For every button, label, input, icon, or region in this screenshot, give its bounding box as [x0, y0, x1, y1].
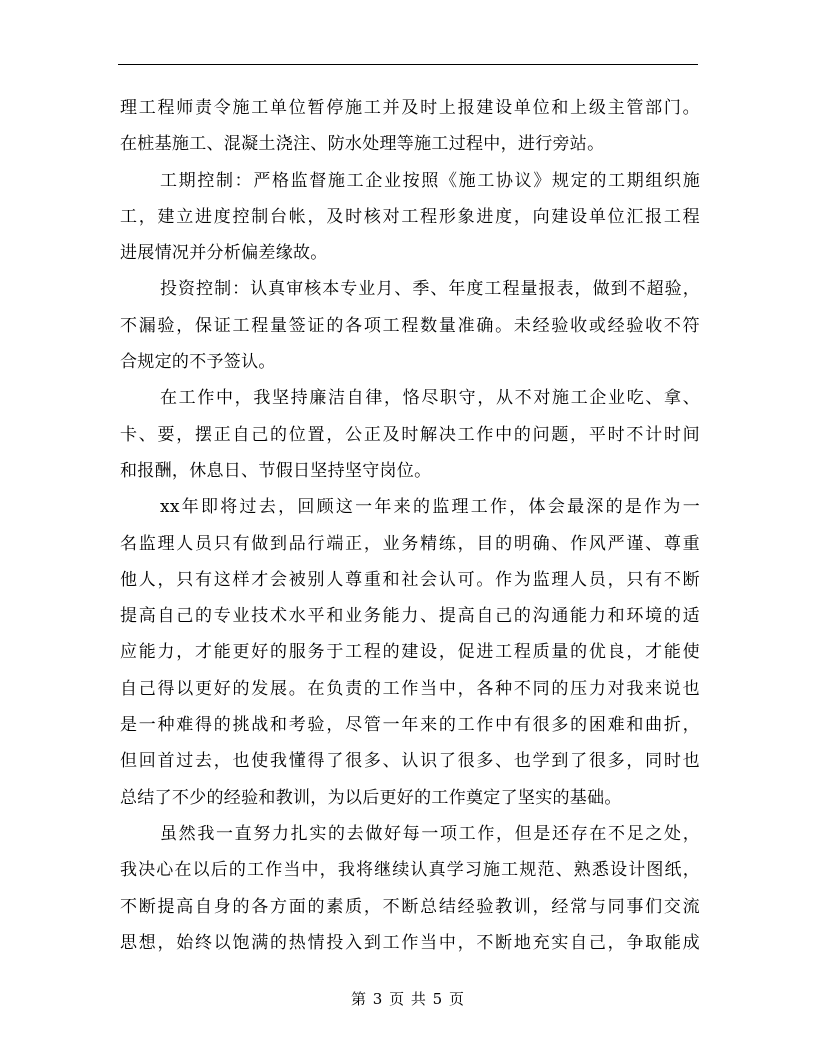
- text-line: 但回首过去，也使我懂得了很多、认识了很多、也学到了很多，同时也: [120, 751, 700, 772]
- text-line: 投资控制：认真审核本专业月、季、年度工程量报表，做到不超验，: [160, 279, 700, 300]
- text-line: 理工程师责令施工单位暂停施工并及时上报建设单位和上级主管部门。: [120, 98, 700, 118]
- page-footer: 第 3 页 共 5 页: [351, 990, 465, 1008]
- text-line: 虽然我一直努力扎实的去做好每一项工作，但是还存在不足之处，: [160, 823, 700, 844]
- text-line: 工，建立进度控制台帐，及时核对工程形象进度，向建设单位汇报工程: [120, 206, 700, 227]
- text-line: 卡、要，摆正自己的位置，公正及时解决工作中的问题，平时不计时间: [120, 424, 700, 445]
- text-line: 工期控制：严格监督施工企业按照《施工协议》规定的工期组织施: [160, 170, 700, 191]
- text-line: 我决心在以后的工作当中，我将继续认真学习施工规范、熟悉设计图纸，: [120, 860, 700, 881]
- header-rule: [118, 64, 698, 65]
- text-line: 和报酬，休息日、节假日坚持坚守岗位。: [120, 460, 432, 481]
- text-line: 自己得以更好的发展。在负责的工作当中，各种不同的压力对我来说也: [120, 678, 700, 699]
- text-line: 在桩基施工、混凝土浇注、防水处理等施工过程中，进行旁站。: [120, 134, 605, 155]
- text-line: xx年即将过去，回顾这一年来的监理工作，体会最深的是作为一: [160, 497, 700, 518]
- text-line: 他人，只有这样才会被别人尊重和社会认可。作为监理人员，只有不断: [120, 569, 700, 590]
- text-line: 提高自己的专业技术水平和业务能力、提高自己的沟通能力和环境的适: [120, 606, 700, 627]
- text-line: 进展情况并分析偏差缘故。: [120, 243, 328, 264]
- text-line: 在工作中，我坚持廉洁自律，恪尽职守，从不对施工企业吃、拿、: [160, 388, 700, 409]
- text-line: 名监理人员只有做到品行端正，业务精练，目的明确、作风严谨、尊重: [120, 533, 700, 554]
- text-line: 不断提高自身的各方面的素质，不断总结经验教训，经常与同事们交流: [120, 896, 700, 917]
- text-line: 是一种难得的挑战和考验，尽管一年来的工作中有很多的困难和曲折，: [120, 715, 700, 736]
- text-line: 不漏验，保证工程量签证的各项工程数量准确。未经验收或经验收不符: [120, 315, 700, 336]
- text-line: 思想，始终以饱满的热情投入到工作当中，不断地充实自己，争取能成: [120, 932, 700, 953]
- document-body: [120, 90, 700, 961]
- text-line: 合规定的不予签认。: [120, 352, 276, 373]
- text-line: 总结了不少的经验和教训，为以后更好的工作奠定了坚实的基础。: [120, 787, 622, 808]
- text-line: 应能力，才能更好的服务于工程的建设，促进工程质量的优良，才能使: [120, 642, 700, 663]
